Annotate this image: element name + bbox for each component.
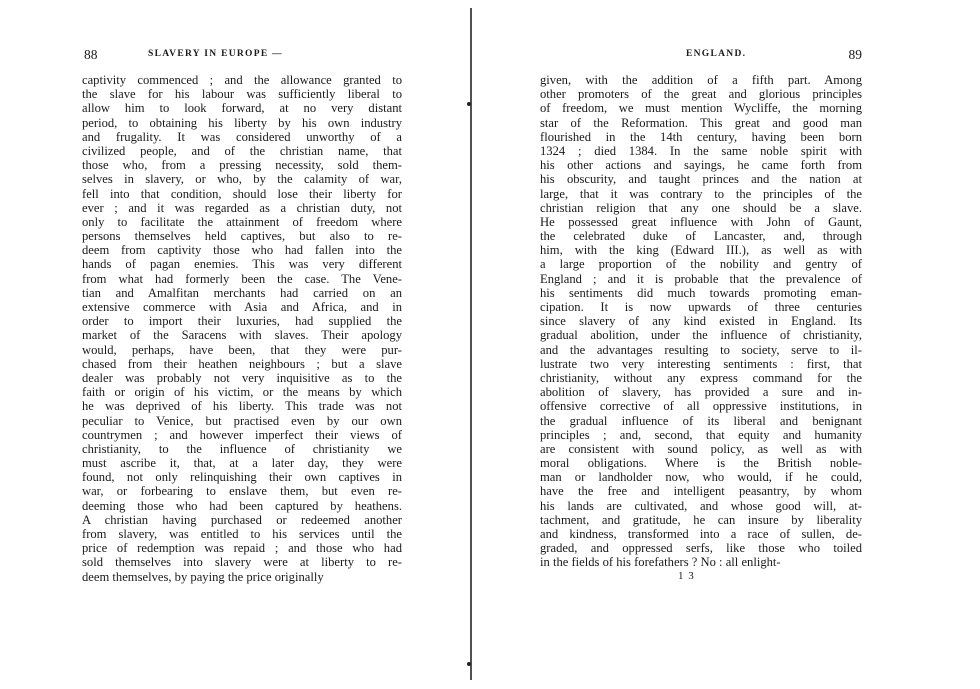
text-line: 1324 ; died 1384. In the same noble spirit with	[540, 143, 862, 158]
text-line: christianity, to the influence of christianity we	[82, 441, 402, 456]
text-line: moral obligations. Where is the British noble-	[540, 456, 862, 471]
text-line: him, with the king (Edward III.), as well as with	[540, 243, 862, 258]
text-line: selves in slavery, or who, by the calamity of war,	[82, 172, 402, 187]
text-line: star of the Reformation. This great and good man	[540, 115, 862, 130]
text-line: and the advantages resulting to society, serve to il-	[540, 342, 862, 357]
book-gutter	[470, 8, 472, 680]
text-line: have the free and intelligent peasantry, by whom	[540, 484, 862, 499]
text-line: are consistent with sound policy, as well as with	[540, 441, 862, 456]
text-line: principles ; and, second, that equity and humanity	[540, 427, 862, 442]
text-line: he was deprived of his liberty. This trade was not	[82, 399, 402, 414]
text-line: England ; and it is probable that the prevalence of	[540, 271, 862, 286]
text-line: dealer was probably not very inquisitive as to the	[82, 370, 402, 385]
text-line: lustrate two very interesting sentiments : first, that	[540, 356, 862, 371]
text-line: chased from their heathen neighbours ; but a slave	[82, 356, 402, 371]
text-line: period, to obtaining his liberty by his own industry	[82, 115, 402, 130]
text-line: man or landholder now, who would, if he could,	[540, 470, 862, 485]
text-line: deem from captivity those who had fallen into the	[82, 243, 402, 258]
text-line: countrymen ; and however imperfect their views of	[82, 427, 402, 442]
gutter-mark	[467, 102, 471, 106]
left-page-number: 88	[84, 47, 98, 62]
text-line: the gradual influence of its liberal and benignant	[540, 413, 862, 428]
text-line: sold themselves into slavery were at liberty to re-	[82, 555, 402, 570]
text-line: christian religion that any one should be a slave.	[540, 200, 862, 215]
gutter-mark	[467, 662, 471, 666]
text-line: war, or forbearing to enslave them, but even re-	[82, 484, 402, 499]
text-line: from what had formerly been the case. The Vene-	[82, 271, 402, 286]
text-line: other promoters of the great and glorious principles	[540, 87, 862, 102]
text-line: market of the Saracens with slaves. Their apology	[82, 328, 402, 343]
text-line: from slavery, was entitled to his services until the	[82, 527, 402, 541]
text-line: civilized people, and of the christian name, that	[82, 143, 402, 158]
text-line: his obscurity, and taught princes and the nation at	[540, 172, 862, 187]
left-page-body	[82, 73, 402, 584]
text-line: his lands are cultivated, and whose good will, at-	[540, 498, 862, 513]
text-line: captivity commenced ; and the allowance granted to	[82, 73, 402, 87]
text-line: order to import their luxuries, had supplied the	[82, 314, 402, 329]
text-line: tian and Amalfitan merchants had carried on an	[82, 285, 402, 300]
text-line: ever ; and it was regarded as a christian duty, not	[82, 200, 402, 215]
text-line: and kindness, transformed into a race of sullen, de-	[540, 527, 862, 541]
text-line: tachment, and gratitude, he can insure by liberality	[540, 512, 862, 527]
text-line: abolition of slavery, has provided a sure and in-	[540, 385, 862, 400]
text-line: of freedom, we must mention Wycliffe, the morning	[540, 101, 862, 116]
text-line: his sentiments did much towards promoting eman-	[540, 285, 862, 300]
text-line: gradual abolition, under the influence of christianity,	[540, 328, 862, 343]
text-line: a large proportion of the nobility and gentry of	[540, 257, 862, 272]
text-line: deem themselves, by paying the price originally	[82, 569, 324, 584]
text-line: would, perhaps, have been, that they were pur-	[82, 342, 402, 357]
signature-mark: 1 3	[678, 570, 695, 582]
text-line: the slave for his labour was sufficiently liberal to	[82, 87, 402, 102]
text-line: and frugality. It was considered unworthy of a	[82, 129, 402, 144]
text-line: deeming those who had been captured by heathens.	[82, 498, 402, 513]
right-page-body	[540, 73, 862, 570]
text-line: extensive commerce with Asia and Africa, and in	[82, 300, 402, 314]
text-line: the celebrated duke of Lancaster, and, through	[540, 229, 862, 244]
right-running-title: ENGLAND.	[686, 49, 747, 59]
text-line: hands of pagan enemies. This was very different	[82, 257, 402, 272]
right-page-header	[540, 47, 862, 65]
text-line: graded, and oppressed serfs, like those who toiled	[540, 541, 862, 556]
text-line: faith or origin of his victim, or the means by which	[82, 385, 402, 400]
text-line: flourished in the 14th century, having been born	[540, 129, 862, 144]
text-line: allow him to look forward, at no very distant	[82, 101, 402, 116]
text-line: christianity, without any express command for the	[540, 370, 862, 385]
text-line: offensive corrective of all oppressive institutions, in	[540, 399, 862, 414]
right-page-number: 89	[848, 47, 862, 62]
text-line: peculiar to Venice, but practised even by our own	[82, 413, 402, 428]
text-line: found, not only relinquishing their own captives in	[82, 470, 402, 485]
text-line: persons themselves held captives, but also to re-	[82, 229, 402, 244]
text-line: price of redemption was repaid ; and those who had	[82, 541, 402, 556]
text-line: must ascribe it, that, at a later day, they were	[82, 456, 402, 471]
text-line: given, with the addition of a fifth part. Among	[540, 73, 862, 87]
text-line: He possessed great influence with John of Gaunt,	[540, 214, 862, 229]
left-page-header	[82, 47, 402, 65]
left-running-title: SLAVERY IN EUROPE —	[148, 49, 283, 59]
text-line: in the fields of his forefathers ? No : all enlight-	[540, 555, 781, 570]
text-line: A christian having purchased or redeemed another	[82, 512, 402, 527]
text-line: those who, from a pressing necessity, sold them-	[82, 158, 402, 173]
text-line: large, that it was contrary to the principles of the	[540, 186, 862, 201]
text-line: since slavery of any kind existed in England. Its	[540, 314, 862, 329]
text-line: only to facilitate the attainment of freedom where	[82, 214, 402, 229]
text-line: his other actions and sayings, he came forth from	[540, 158, 862, 173]
text-line: cipation. It is now upwards of three centuries	[540, 300, 862, 314]
text-line: fell into that condition, should lose their liberty for	[82, 186, 402, 201]
